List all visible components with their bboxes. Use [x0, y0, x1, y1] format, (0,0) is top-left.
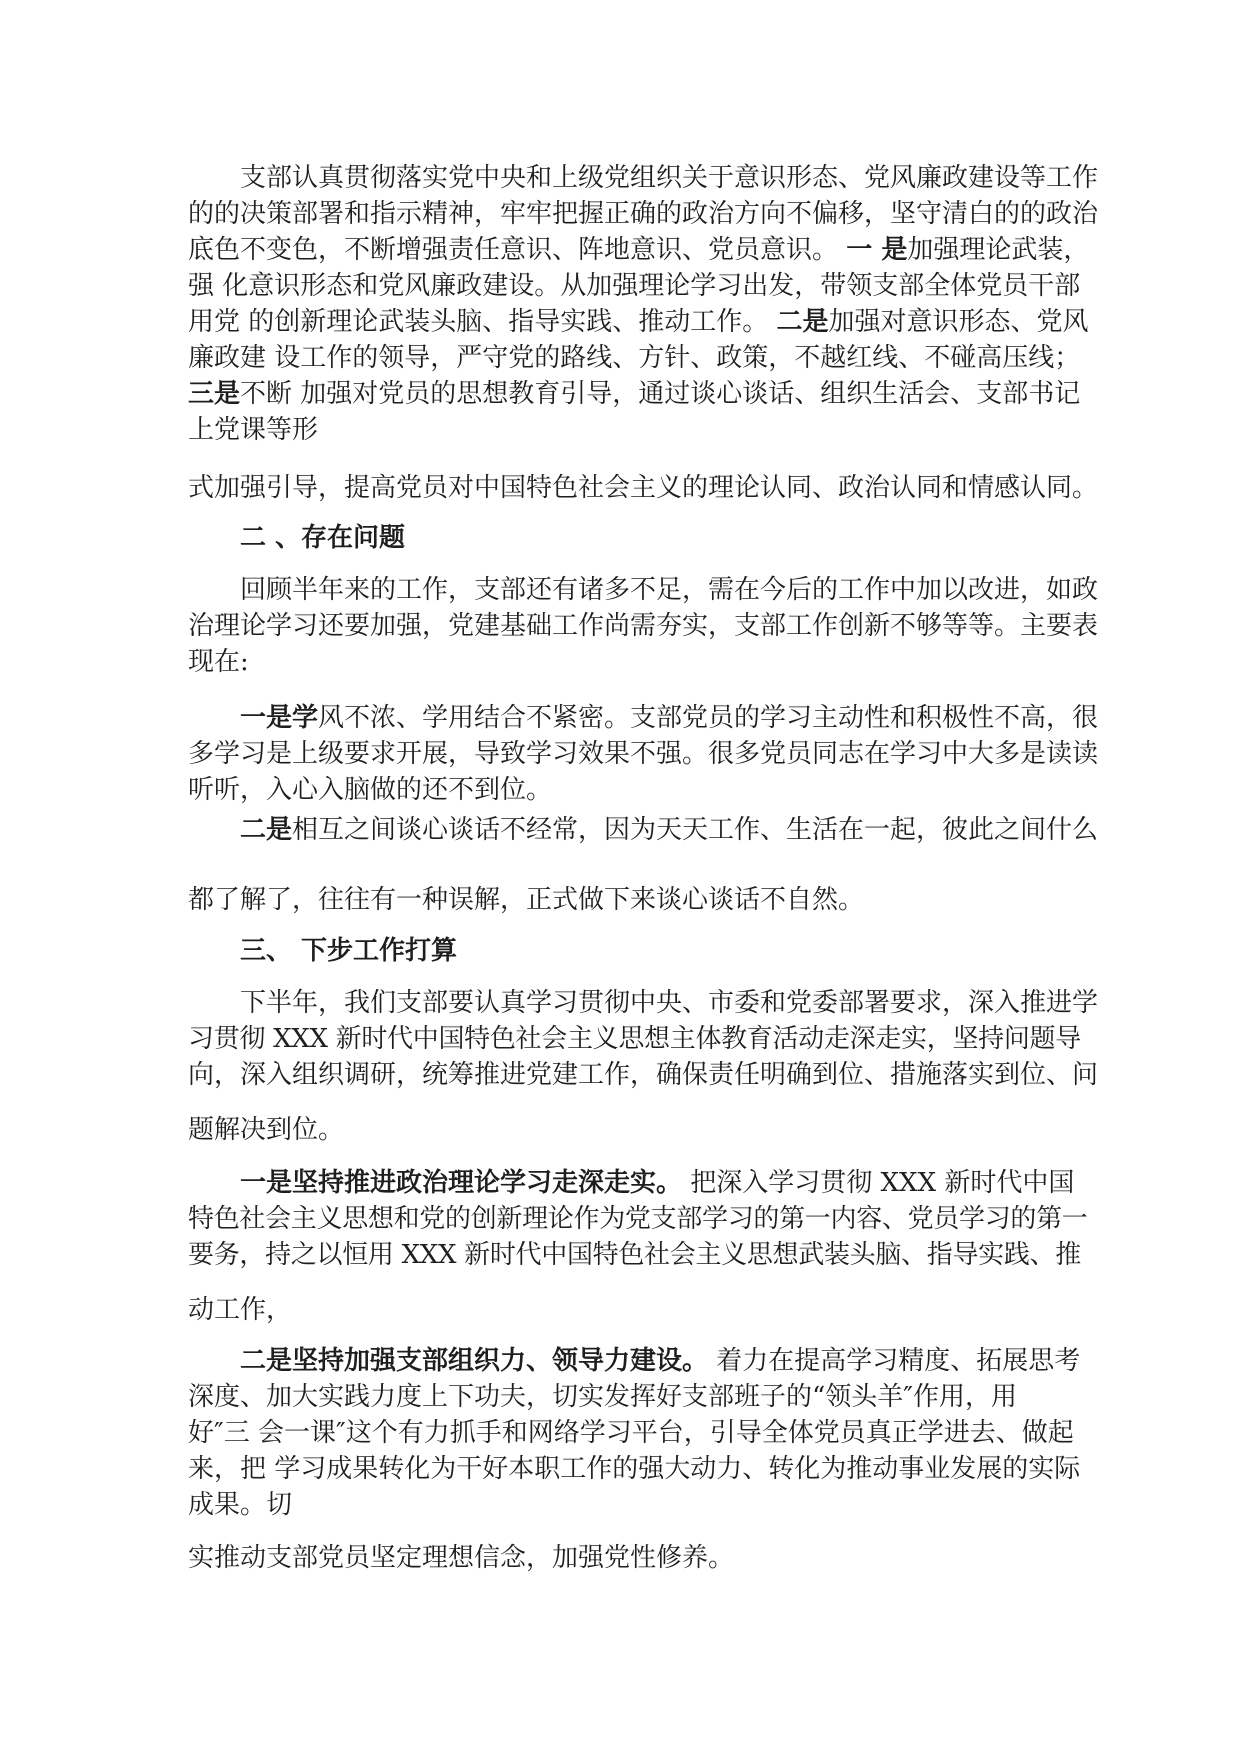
- text-line: 实推动支部党员坚定理想信念，加强党性修养。: [188, 1543, 735, 1573]
- text-line: 都了解了，往往有一种误解，正式做下来谈心谈话不自然。: [188, 885, 865, 915]
- bold-run: 二是: [776, 307, 829, 337]
- text-run: 加强对意识形态、党风: [828, 307, 1089, 337]
- text-line: 向，深入组织调研，统筹推进党建工作，确保责任明确到位、措施落实到位、问: [188, 1060, 1099, 1090]
- text-line: 听听，入心入脑做的还不到位。: [188, 775, 553, 805]
- paragraph-conclusion: [188, 1540, 1050, 1576]
- text-line: 式加强引导，提高党员对中国特色社会主义的理论认同、政治认同和情感认同。: [188, 473, 1099, 503]
- text-line: 成果。切: [188, 1490, 293, 1520]
- text-line: 强 化意识形态和党风廉政建设。从加强理论学习出发，带领支部全体党员干部: [188, 271, 1081, 301]
- text-run: 风不浓、学用结合不紧密。支部党员的学习主动性和积极性不高，很: [318, 703, 1099, 733]
- bold-run: 一是坚持推进政治理论学习走深走实。: [240, 1168, 683, 1198]
- paragraph-plan: [188, 985, 1099, 1093]
- text-line: 上党课等形: [188, 415, 319, 445]
- text-line: 习贯彻 XXX 新时代中国特色社会主义思想主体教育活动走深走实，坚持问题导: [188, 1024, 1081, 1054]
- text-line: 要务，持之以恒用 XXX 新时代中国特色社会主义思想武装头脑、指导实践、推: [188, 1240, 1081, 1270]
- text-run: 着力在提高学习精度、拓展思考: [708, 1346, 1081, 1376]
- text-line: 治理论学习还要加强，党建基础工作尚需夯实，支部工作创新不够等等。主要表: [188, 611, 1099, 641]
- heading-text: 二 、存在问题: [240, 523, 406, 553]
- text-line: [188, 1165, 1075, 1201]
- text-line: 多学习是上级要求开展，导致学习效果不强。很多党员同志在学习中大多是读读: [188, 739, 1099, 769]
- text-line: 支部认真贯彻落实党中央和上级党组织关于意识形态、党风廉政建设等工作: [240, 163, 1099, 193]
- section-heading-problems: [188, 520, 1050, 556]
- text-run: 不断 加强对党员的思想教育引导，通过谈心谈话、组织生活会、支部书记: [240, 379, 1081, 409]
- text-line: 回顾半年来的工作，支部还有诸多不足，需在今后的工作中加以改进，如政: [240, 575, 1099, 605]
- text-line: 下半年，我们支部要认真学习贯彻中央、市委和党委部署要求，深入推进学: [240, 988, 1099, 1018]
- paragraph-plan-one: [188, 1165, 1088, 1273]
- text-run: 把深入学习贯彻 XXX 新时代中国: [682, 1168, 1075, 1198]
- bold-run: 三是: [188, 379, 241, 409]
- paragraph-plan-one-end: [188, 1292, 1050, 1328]
- text-line: 动工作，: [188, 1295, 293, 1325]
- text-line: 好″三 会一课″这个有力抓手和网络学习平台，引导全体党员真正学进去、做起: [188, 1418, 1074, 1448]
- heading-text: 三、 下步工作打算: [240, 936, 458, 966]
- paragraph-plan-end: [188, 1112, 1050, 1148]
- text-line: [188, 1343, 1081, 1379]
- bold-run: 一 是: [846, 235, 908, 265]
- text-line: 来，把 学习成果转化为干好本职工作的强大动力、转化为推动事业发展的实际: [188, 1454, 1081, 1484]
- text-line: [188, 304, 1089, 340]
- paragraph-identity: [188, 470, 1099, 506]
- text-run: 底色不变色，不断增强责任意识、阵地意识、党员意识。: [188, 235, 847, 265]
- paragraph-plan-two: [188, 1343, 1081, 1523]
- text-run: 用党 的创新理论武装头脑、指导实践、推动工作。: [188, 307, 777, 337]
- text-line: 的的决策部署和指示精神，牢牢把握正确的政治方向不偏移，坚守清白的的政治: [188, 199, 1099, 229]
- text-run: 加强理论武装，: [907, 235, 1090, 265]
- bold-run: 二是: [240, 815, 293, 845]
- text-line: [188, 812, 1099, 848]
- text-line: [188, 376, 1081, 412]
- paragraph-review: [188, 572, 1099, 680]
- text-line: 廉政建 设工作的领导，严守党的路线、方针、政策，不越红线、不碰高压线；: [188, 343, 1081, 373]
- text-run: 相互之间谈心谈话不经常，因为天天工作、生活在一起，彼此之间什么: [292, 815, 1099, 845]
- text-line: [188, 700, 1099, 736]
- text-line: 特色社会主义思想和党的创新理论作为党支部学习的第一内容、党员学习的第一: [188, 1204, 1088, 1234]
- text-line: 深度、加大实践力度上下功夫，切实发挥好支部班子的“领头羊″作用，用: [188, 1382, 1018, 1412]
- text-line: 题解决到位。: [188, 1115, 345, 1145]
- paragraph-misunderstanding: [188, 882, 1050, 918]
- paragraph-problem-one: [188, 700, 1099, 808]
- paragraph-problem-two: [188, 812, 1099, 848]
- text-line: 现在:: [188, 647, 249, 677]
- text-line: [188, 232, 1090, 268]
- bold-run: 一是学: [240, 703, 319, 733]
- paragraph-responsibility: [188, 160, 1099, 448]
- section-heading-plan: [188, 933, 1050, 969]
- bold-run: 二是坚持加强支部组织力、领导力建设。: [240, 1346, 709, 1376]
